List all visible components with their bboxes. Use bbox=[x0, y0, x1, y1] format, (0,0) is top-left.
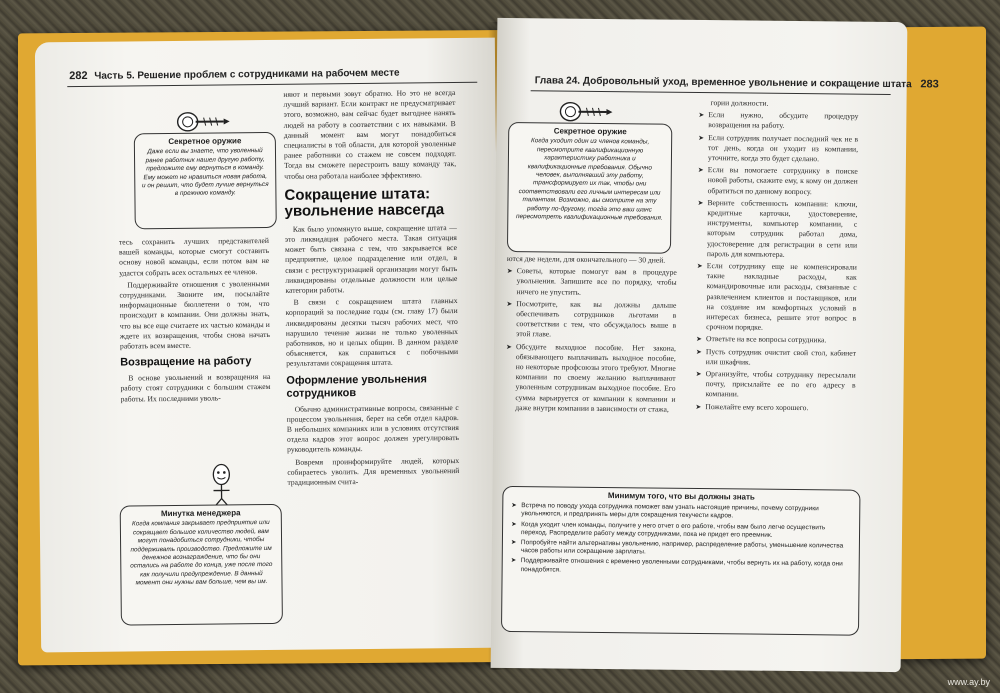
left-running-head-text: Часть 5. Решение проблем с сотрудниками на рабочем месте bbox=[94, 67, 400, 82]
left-col2-p3: В связи с сокращением штата главных корпораций за последние годы (см. главу 17) были ликвидированы десятки тысяч рабочих мест, что нарушило течение жизни не только уволенных работников, но и целых общин. В данном разделе объясняется, как справиться с побочными результатами сокращения штата. bbox=[285, 296, 459, 369]
heading-formal-dismissal: Оформление увольнения сотрудников bbox=[286, 373, 427, 400]
left-running-head bbox=[69, 67, 399, 82]
right-col1-list bbox=[505, 266, 677, 415]
secret-weapon-icon bbox=[556, 98, 616, 125]
right-secret-box-text: Когда уходит один из членов команды, пересмотрите квалификационную характеристику работника и квалификационные требования. Обычно человек, выполнявший эту работу, трансформирует их так, чтобы они соответствовали его личным интересам или талантам. Возможно, вы смотрите на эту работу по-другому, тогда это ваш шанс пересмотреть квалификационные требования. bbox=[515, 137, 663, 222]
list-item: ➤ Верните собственность компании: ключи, кредитные карточки, удостоверение, инструменты, компьютер компании, с которым сотрудник работал дома, удостоверение для регистрации в сети или пароль для компьютера. bbox=[697, 198, 858, 261]
manager-box-text: Когда компания закрывает предприятие или сокращает большое количество людей, вам могут понадобиться сотрудники, чтобы поддерживать производство. Предложите им денежное вознаграждение, что бы они остались на работе до конца, уже после того как получили предупреждение. В данный момент они нужны вам больше, чем вы им. bbox=[130, 519, 273, 587]
right-secret-weapon-box bbox=[507, 122, 672, 254]
left-col2-p4: Обычно административные вопросы, связанные с процессом увольнения, берет на себя отдел кадров. В небольших компаниях или в условиях отсутствия отдела кадров этот вопрос должен урегулировать руководитель команды. bbox=[286, 402, 460, 455]
list-item: ➤ Поддерживайте отношения с временно уволенными сотрудниками, чтобы вернуть их на работу, когда они понадобятся. bbox=[511, 557, 851, 577]
list-item: ➤ Посмотрите, как вы должны дальше обеспечивать сотрудников льготами в соответствии с тем, что обсуждалось выше в этой главе. bbox=[506, 299, 676, 342]
right-secret-box-title: Секретное оружие bbox=[553, 126, 627, 137]
list-item: ➤ Организуйте, чтобы сотруднику пересылали почту, присылайте ее по его адресу в компании. bbox=[695, 369, 855, 401]
list-item: ➤ Когда уходит член команды, получите у него отчет о его работе, чтобы вам было легче осуществить переход. Распределите работу между сотрудниками, пока не придет его преемник. bbox=[511, 521, 851, 541]
right-page bbox=[491, 18, 939, 672]
list-item: ➤ Советы, которые помогут вам в процедуре увольнения. Запишите все по порядку, чтобы ничего не упустить. bbox=[506, 266, 676, 298]
manager-minute-icon bbox=[207, 462, 235, 506]
list-item: ➤ Обсудите выходное пособие. Нет закона, обязывающего выплачивать выходное пособие, но некоторые профсоюзы этого требуют. Многие компании по своему желанию выплачивают уволенным сотрудникам выходное пособие. Его сумма варьируется от компании к компании и даже внутри компании в зависимости от стажа, bbox=[505, 342, 676, 415]
right-col2-list bbox=[695, 110, 858, 413]
list-item: ➤ Ответьте на все вопросы сотрудника. bbox=[696, 334, 856, 346]
right-col1-p1: ются две недели, для окончательного — 30 дней. bbox=[506, 253, 666, 265]
list-item: ➤ Встреча по поводу ухода сотрудника поможет вам узнать настоящие причины, почему сотрудники увольняются, и предпринять меры для сокращения текучести кадров. bbox=[511, 502, 851, 522]
minimum-box-title: Минимум того, что вы должны знать bbox=[607, 491, 755, 502]
left-column-2 bbox=[283, 88, 459, 490]
heading-staff-reduction: Сокращение штата: увольнение навсегда bbox=[284, 185, 445, 220]
watermark-text: www.ay.by bbox=[947, 677, 990, 687]
left-col1-p2: Поддерживайте отношения с уволенными сотрудниками. Звоните им, посылайте информационные бюллетени о том, что происходит в компании. Они должны знать, что вы все еще считаете их частью команды и ждете их возвращения, чтобы снова начать работать всем вместе. bbox=[119, 278, 270, 351]
right-head-rule bbox=[531, 90, 891, 95]
list-item: ➤ Если сотруднику еще не компенсировали такие накладные расходы, как командировочные или расходы, связанные с развлечением клиентов и поставщиков, или на создание им комфортных условий в интересах бизнеса, решите этот вопрос в срочном порядке. bbox=[696, 261, 857, 334]
left-col2-p5: Вовремя проинформируйте людей, которых собираетесь уволить. Для временных увольнений традиционным счита- bbox=[287, 455, 460, 487]
heading-return-to-work: Возвращение на работу bbox=[120, 355, 252, 369]
left-page-number: 282 bbox=[69, 69, 88, 83]
left-secret-box-title: Секретное оружие bbox=[168, 136, 242, 147]
list-item: ➤ Если вы помогаете сотруднику в поиске новой работы, скажите ему, к кому он должен обратиться по данному вопросу. bbox=[698, 165, 858, 197]
left-col1-p1: тесь сохранить лучших представителей вашей команды, которые смогут составить основу новой команды, если потом вам не удастся собрать всех остальных ее членов. bbox=[118, 235, 270, 278]
minimum-box-list bbox=[511, 502, 852, 577]
secret-weapon-icon bbox=[174, 108, 234, 135]
manager-box-title: Минутка менеджера bbox=[160, 508, 241, 519]
left-column-1 bbox=[119, 236, 271, 406]
right-running-head-text: Глава 24. Добровольный уход, временное увольнение и сокращение штата bbox=[534, 75, 912, 91]
list-item: ➤ Пусть сотрудник очистит свой стол, кабинет или шкафчик. bbox=[696, 347, 856, 369]
left-page bbox=[35, 38, 501, 653]
left-secret-box-text: Даже если вы знаете, что уволенный ранее работник нашел другую работу, предложите ему вернуться в команду. Ему может не нравиться новая работа, и он решит, что будет лучше вернуться в прежнюю команду. bbox=[141, 147, 269, 198]
right-column-2 bbox=[695, 98, 858, 416]
right-page-number: 283 bbox=[920, 78, 939, 91]
left-col2-p2: Как было упомянуто выше, сокращение штата — это ликвидация рабочего места. Такая ситуация может быть связана с тем, что закрывается все предприятие, целое подразделение или отдел, в связи с реструктуризацией организации могут быть ликвидированы отдельные должности или целые категории работы. bbox=[284, 222, 458, 295]
right-col2-p0: гории должности. bbox=[710, 98, 769, 108]
list-item: ➤ Попробуйте найти альтернативы увольнению, например, распределение работы, уменьшение количества часов работы или сокращение зарплаты. bbox=[511, 539, 851, 559]
minimum-to-know-box bbox=[501, 486, 861, 636]
left-col2-p1: няют и первыми зовут обратно. Но это не всегда лучший вариант. Если контракт не предусматривает этого, возможно, вам сейчас будет выгоднее нанять людей на работу в соответствии с их навыками. В данный момент вам могут понадобиться специалисты в той области, для которой уволенные ранее работники со стажем не совсем подходят. Тогда вы сможете перестроить вашу команду так, чтобы она работала наиболее эффективно. bbox=[283, 88, 457, 181]
left-head-rule bbox=[67, 82, 477, 87]
list-item: ➤ Пожелайте ему всего хорошего. bbox=[695, 402, 855, 414]
left-secret-weapon-box bbox=[134, 132, 277, 229]
list-item: ➤ Если нужно, обсудите процедуру возвращения на работу. bbox=[698, 110, 858, 132]
right-running-head bbox=[535, 74, 943, 90]
list-item: ➤ Если сотрудник получает последний чек не в тот день, когда он уходит из компании, уточните, когда это будет сделано. bbox=[698, 133, 858, 165]
manager-minute-box bbox=[120, 504, 283, 626]
right-column-1 bbox=[505, 254, 677, 417]
left-col1-p3: В основе увольнений и возвращения на работу стоят сотрудники с большим стажем работы. Их последними уволь- bbox=[120, 372, 271, 404]
